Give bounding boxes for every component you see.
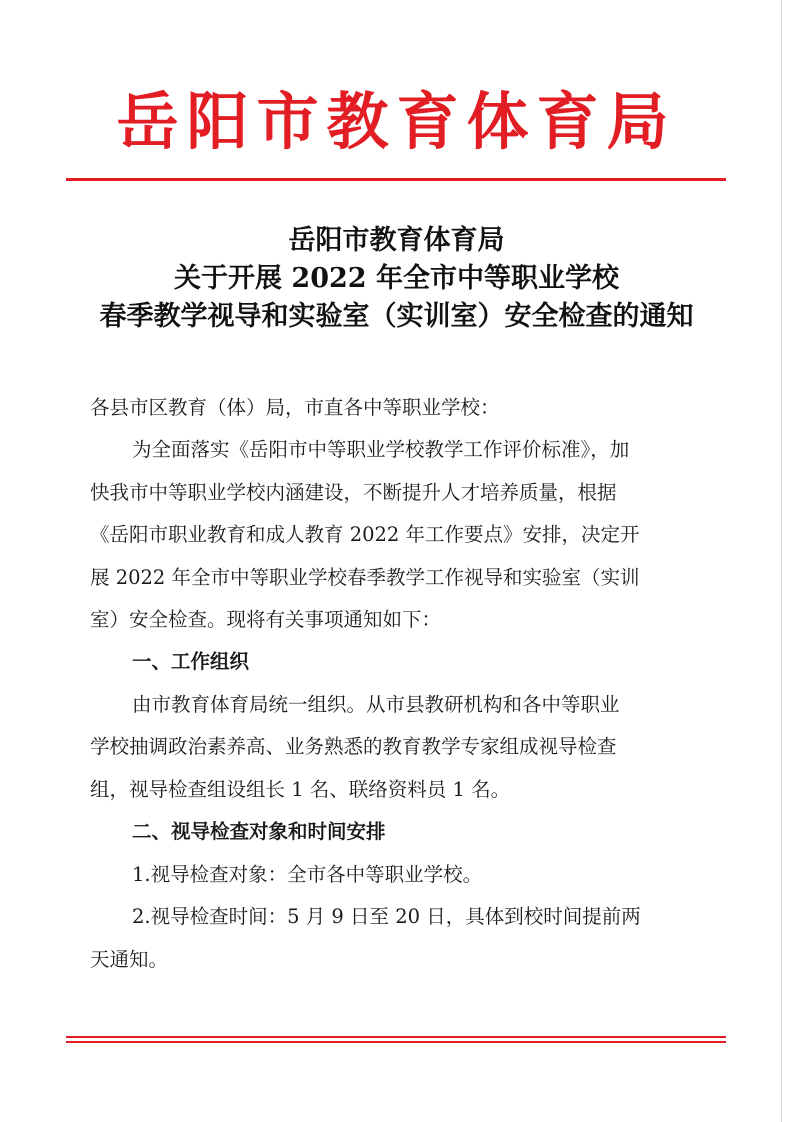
section1-line: 由市教育体育局统一组织。从市县教研机构和各中等职业 (132, 693, 620, 716)
header-red-rule (66, 178, 726, 181)
salutation: 各县市区教育（体）局，市直各中等职业学校： (90, 396, 500, 419)
intro-line: 为全面落实《岳阳市中等职业学校教学工作评价标准》，加 (132, 438, 630, 461)
title-line-1: 岳阳市教育体育局 (288, 225, 505, 256)
section1-line: 学校抽调政治素养高、业务熟悉的教育教学专家组成视导检查 (90, 735, 617, 758)
section2-item-target: 1.视导检查对象：全市各中等职业学校。 (132, 863, 483, 886)
title-line-3: 春季教学视导和实验室（实训室）安全检查的通知 (99, 301, 694, 332)
section2-item-time: 2.视导检查时间：5 月 9 日至 20 日，具体到校时间提前两 (132, 905, 641, 928)
title-line-2: 关于开展 2022 年全市中等职业学校 (174, 263, 619, 294)
intro-line: 展 2022 年全市中等职业学校春季教学工作视导和实验室（实训 (90, 566, 640, 589)
organization-header: 岳阳市教育体育局 (116, 85, 677, 158)
document-title (0, 222, 793, 336)
intro-line: 室）安全检查。现将有关事项通知如下： (90, 608, 442, 631)
footer-red-rule-bottom (66, 1041, 726, 1043)
page-edge (781, 0, 782, 1122)
section2-item-time-cont: 天通知。 (90, 948, 169, 971)
section-heading-schedule: 二、视导检查对象和时间安排 (132, 820, 386, 843)
section1-line: 组，视导检查组设组长 1 名、联络资料员 1 名。 (90, 778, 511, 801)
intro-line: 快我市中等职业学校内涵建设，不断提升人才培养质量，根据 (90, 481, 617, 504)
section-heading-organization: 一、工作组织 (132, 650, 250, 673)
intro-line: 《岳阳市职业教育和成人教育 2022 年工作要点》安排，决定开 (90, 523, 640, 546)
footer-red-rule-top (66, 1036, 726, 1038)
